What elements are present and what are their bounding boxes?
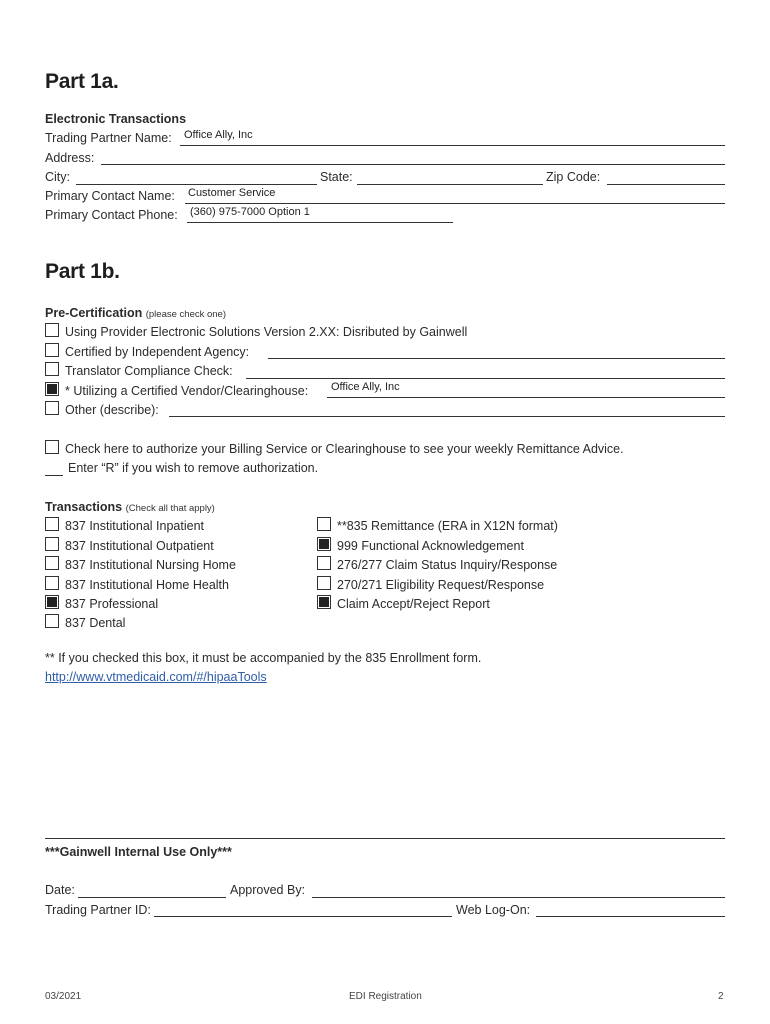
precertification-label: Pre-Certification — [45, 306, 143, 320]
address-label: Address: — [45, 151, 95, 165]
trading-partner-line — [180, 145, 725, 146]
approved-by-label: Approved By: — [230, 883, 306, 897]
remove-authorization-label: Enter “R” if you wish to remove authorization. — [68, 461, 319, 475]
transactions-label: Transactions — [45, 500, 123, 514]
precert-option-pes-label: Using Provider Electronic Solutions Version 2.XX: Disributed by Gainwell — [65, 325, 468, 339]
precert-option-checkbox[interactable] — [45, 343, 59, 357]
footer-page-number: 2 — [718, 991, 724, 1002]
web-logon-line[interactable] — [536, 916, 725, 917]
transaction-label: 837 Institutional Inpatient — [65, 519, 204, 533]
transactions-hint: (Check all that apply) — [125, 503, 215, 514]
internal-divider — [45, 838, 725, 839]
vendor-field[interactable]: Office Ally, Inc — [331, 381, 400, 393]
hipaa-tools-link[interactable]: http://www.vtmedicaid.com/#/hipaaTools — [45, 670, 267, 684]
transaction-checkbox-checked[interactable] — [317, 595, 331, 609]
transaction-label: 837 Institutional Nursing Home — [65, 558, 236, 572]
trading-partner-id-line[interactable] — [154, 916, 452, 917]
enrollment-note: ** If you checked this box, it must be accompanied by the 835 Enrollment form. — [45, 651, 482, 665]
trading-partner-label: Trading Partner Name: — [45, 131, 172, 145]
contact-name-line — [185, 203, 725, 204]
transaction-checkbox-checked[interactable] — [317, 537, 331, 551]
electronic-transactions-label: Electronic Transactions — [45, 112, 187, 126]
precert-option-checkbox[interactable] — [45, 362, 59, 376]
precert-option-translator-label: Translator Compliance Check: — [65, 364, 233, 378]
transaction-checkbox[interactable] — [45, 537, 59, 551]
transaction-checkbox[interactable] — [317, 556, 331, 570]
remittance-label: Check here to authorize your Billing Service or Clearinghouse to see your weekly Remittance Advice. — [65, 442, 624, 456]
transaction-label: 837 Institutional Outpatient — [65, 539, 214, 553]
other-line — [169, 416, 725, 417]
date-label: Date: — [45, 883, 75, 897]
transaction-label: Claim Accept/Reject Report — [337, 597, 490, 611]
transaction-checkbox[interactable] — [45, 576, 59, 590]
footer-title: EDI Registration — [349, 991, 422, 1002]
approved-by-line[interactable] — [312, 897, 725, 898]
trading-partner-field[interactable]: Office Ally, Inc — [184, 129, 253, 141]
vendor-line — [327, 397, 725, 398]
translator-line — [246, 378, 725, 379]
contact-name-field[interactable]: Customer Service — [188, 187, 276, 199]
part-1a-heading: Part 1a. — [45, 70, 119, 93]
state-line — [357, 184, 543, 185]
city-line — [76, 184, 317, 185]
transaction-checkbox-checked[interactable] — [45, 595, 59, 609]
contact-phone-label: Primary Contact Phone: — [45, 208, 178, 222]
transaction-label: 999 Functional Acknowledgement — [337, 539, 524, 553]
remove-authorization-line[interactable] — [45, 475, 63, 476]
transaction-label: 837 Institutional Home Health — [65, 578, 229, 592]
transaction-checkbox[interactable] — [317, 576, 331, 590]
zip-line — [607, 184, 725, 185]
precertification-hint: (please check one) — [145, 309, 227, 320]
precert-option-independent-agency-label: Certified by Independent Agency: — [65, 345, 250, 359]
transactions-header — [45, 500, 215, 514]
trading-partner-id-label: Trading Partner ID: — [45, 903, 151, 917]
address-line — [101, 164, 725, 165]
part-1b-heading: Part 1b. — [45, 260, 120, 283]
precert-option-vendor-label: * Utilizing a Certified Vendor/Clearinghouse: — [65, 384, 309, 398]
precert-option-checkbox-checked[interactable] — [45, 382, 59, 396]
precert-option-other-label: Other (describe): — [65, 403, 159, 417]
transaction-label: 270/271 Eligibility Request/Response — [337, 578, 545, 592]
transaction-label: 837 Professional — [65, 597, 159, 611]
zip-label: Zip Code: — [546, 170, 601, 184]
date-line[interactable] — [78, 897, 226, 898]
state-label: State: — [320, 170, 353, 184]
city-label: City: — [45, 170, 70, 184]
internal-use-heading: ***Gainwell Internal Use Only*** — [45, 845, 232, 859]
transaction-checkbox[interactable] — [45, 556, 59, 570]
web-logon-label: Web Log-On: — [456, 903, 531, 917]
contact-phone-field[interactable]: (360) 975-7000 Option 1 — [190, 206, 310, 218]
remittance-checkbox[interactable] — [45, 440, 59, 454]
transaction-checkbox[interactable] — [45, 517, 59, 531]
precertification-header — [45, 306, 226, 320]
precert-option-checkbox[interactable] — [45, 401, 59, 415]
transaction-label: 276/277 Claim Status Inquiry/Response — [337, 558, 558, 572]
footer-date: 03/2021 — [45, 991, 82, 1002]
contact-name-label: Primary Contact Name: — [45, 189, 175, 203]
independent-agency-line — [268, 358, 725, 359]
contact-phone-line — [187, 222, 453, 223]
precert-option-checkbox[interactable] — [45, 323, 59, 337]
transaction-label: 837 Dental — [65, 616, 126, 630]
transaction-label: **835 Remittance (ERA in X12N format) — [337, 519, 558, 533]
transaction-checkbox[interactable] — [317, 517, 331, 531]
transaction-checkbox[interactable] — [45, 614, 59, 628]
